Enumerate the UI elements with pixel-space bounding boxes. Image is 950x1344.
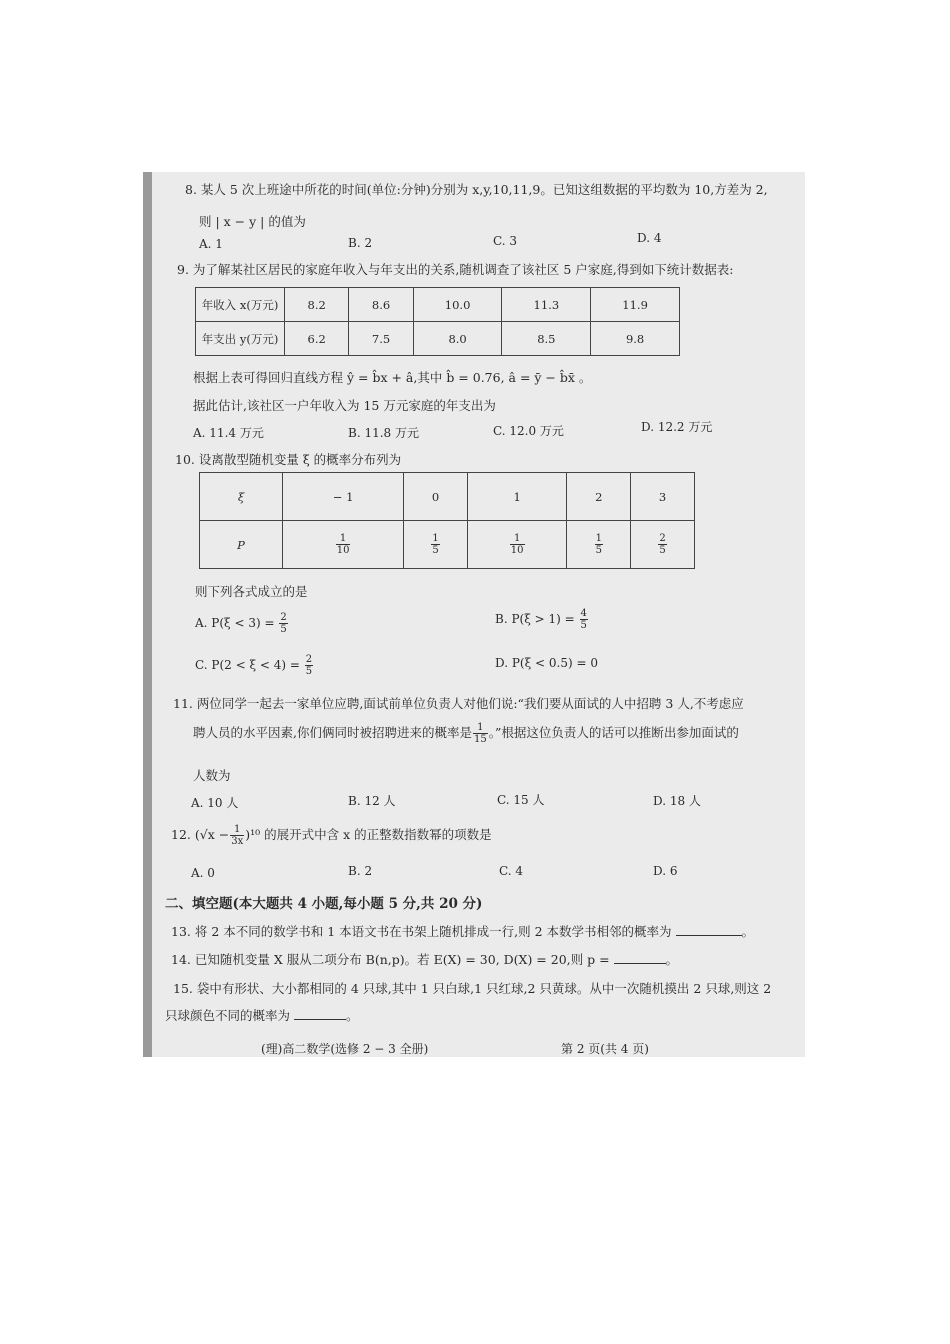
- q12-option-a: A. 0: [191, 866, 215, 880]
- q10-xi-cell: 0: [404, 473, 468, 521]
- q10-xi-cell: 2: [567, 473, 631, 521]
- q9-income-cell: 10.0: [413, 288, 502, 322]
- fraction-denominator: 3x: [231, 836, 244, 847]
- fraction: [305, 654, 313, 677]
- fraction: [595, 533, 603, 556]
- section-fill-blank-title: 二、填空题(本大题共 4 小题,每小题 5 分,共 20 分): [165, 896, 483, 912]
- q10-p-cell: [283, 521, 404, 569]
- q8-line2: 则 | x − y | 的值为: [199, 214, 306, 229]
- q15-end: 。: [346, 1008, 359, 1023]
- option-text: A. P(ξ < 3) =: [195, 616, 275, 630]
- fraction-denominator: 5: [280, 624, 287, 635]
- fraction-numerator: 1: [510, 533, 525, 545]
- q9-option-b: B. 11.8 万元: [348, 426, 419, 440]
- fraction-denominator: 5: [432, 545, 439, 556]
- q11-option-d: D. 18 人: [653, 794, 701, 808]
- fraction: [279, 612, 287, 635]
- q10-option-d: D. P(ξ < 0.5) = 0: [495, 656, 598, 670]
- fraction-numerator: 2: [305, 654, 313, 665]
- option-text: B. P(ξ > 1) =: [495, 612, 575, 626]
- q13-text: 13. 将 2 本不同的数学书和 1 本语文书在书架上随机排成一行,则 2 本数学书相邻的概率为: [171, 924, 672, 939]
- fraction-denominator: 15: [473, 734, 487, 745]
- fraction-numerator: 1: [473, 722, 488, 734]
- q9-estimate-line: 据此估计,该社区一户年收入为 15 万元家庭的年支出为: [193, 398, 496, 413]
- q9-income-label: 年收入 x(万元): [196, 288, 285, 322]
- q8-line1: 8. 某人 5 次上班途中所花的时间(单位:分钟)分别为 x,y,10,11,9。已知这组数据的平均数为 10,方差为 2,: [185, 182, 768, 197]
- q8-option-a: A. 1: [199, 237, 223, 251]
- q8-option-b: B. 2: [348, 236, 373, 250]
- q12-option-d: D. 6: [653, 864, 678, 878]
- q10-p-label: P: [200, 521, 283, 569]
- q9-income-cell: 8.2: [285, 288, 349, 322]
- q10-xi-cell: 1: [467, 473, 566, 521]
- fraction-numerator: 1: [230, 824, 244, 836]
- fraction-denominator: 5: [305, 666, 313, 677]
- fraction: [658, 533, 666, 556]
- q10-xi-cell: 3: [631, 473, 695, 521]
- fraction-denominator: 10: [510, 545, 524, 556]
- q8-option-c: C. 3: [493, 234, 518, 248]
- q11-option-b: B. 12 人: [348, 794, 396, 808]
- fraction-numerator: 2: [280, 612, 287, 623]
- q9-income-cell: 11.3: [502, 288, 591, 322]
- q13: [171, 922, 754, 940]
- footer-course: (理)高二数学(选修 2 − 3 全册): [261, 1042, 429, 1056]
- q9-data-table: [195, 287, 680, 356]
- fraction-numerator: 1: [336, 533, 351, 545]
- footer-page-number: 第 2 页(共 4 页): [561, 1042, 649, 1056]
- fraction: [580, 608, 588, 631]
- q11-line2-text: 聘人员的水平因素,你们俩同时被招聘进来的概率是: [193, 725, 472, 740]
- q10-distribution-table: [199, 472, 695, 569]
- q12-text: )¹⁰ 的展开式中含 x 的正整数指数幂的项数是: [245, 827, 492, 842]
- q9-expense-cell: 8.5: [502, 322, 591, 356]
- fraction-numerator: 1: [432, 533, 439, 544]
- q9-expense-cell: 6.2: [285, 322, 349, 356]
- q9-regression-line: 根据上表可得回归直线方程 ŷ = b̂x + â,其中 b̂ = 0.76, â = ȳ − b̂x̄ 。: [193, 370, 592, 385]
- option-text: C. P(2 < ξ < 4) =: [195, 658, 300, 672]
- q9-option-c: C. 12.0 万元: [493, 424, 564, 438]
- q12-stem: [171, 824, 492, 847]
- fraction: [473, 722, 488, 745]
- q11-line2: [193, 722, 739, 745]
- q14-text: 14. 已知随机变量 X 服从二项分布 B(n,p)。若 E(X) = 30, D(X) = 20,则 p =: [171, 952, 610, 967]
- q10-stem: 10. 设离散型随机变量 ξ 的概率分布列为: [175, 452, 402, 467]
- q9-expense-cell: 9.8: [591, 322, 680, 356]
- exam-page: [143, 172, 805, 1057]
- q12-text: 12. (√x −: [171, 827, 230, 842]
- q15-line2: [165, 1006, 359, 1024]
- answer-blank[interactable]: [294, 1019, 346, 1020]
- q9-option-a: A. 11.4 万元: [193, 426, 264, 440]
- answer-blank[interactable]: [614, 963, 666, 964]
- q9-stem: 9. 为了解某社区居民的家庭年收入与年支出的关系,随机调查了该社区 5 户家庭,得到如下统计数据表:: [177, 262, 734, 277]
- fraction-numerator: 4: [580, 608, 587, 619]
- fraction-denominator: 10: [336, 545, 350, 556]
- q9-option-d: D. 12.2 万元: [641, 420, 713, 434]
- q15-line1: 15. 袋中有形状、大小都相同的 4 只球,其中 1 只白球,1 只红球,2 只黄球。从中一次随机摸出 2 只球,则这 2: [173, 981, 772, 996]
- q11-line1: 11. 两位同学一起去一家单位应聘,面试前单位负责人对他们说:“我们要从面试的人中招聘 3 人,不考虑应: [173, 696, 744, 711]
- q10-ask: 则下列各式成立的是: [195, 584, 308, 599]
- q9-expense-cell: 8.0: [413, 322, 502, 356]
- fraction-denominator: 5: [580, 620, 587, 631]
- fraction: [230, 824, 244, 847]
- fraction-denominator: 5: [595, 545, 602, 556]
- q12-option-b: B. 2: [348, 864, 373, 878]
- q10-p-cell: [404, 521, 468, 569]
- q11-line2-text: 。”根据这位负责人的话可以推断出参加面试的: [488, 725, 739, 740]
- q11-option-c: C. 15 人: [497, 793, 545, 807]
- q9-expense-cell: 7.5: [349, 322, 413, 356]
- q13-end: 。: [741, 924, 755, 939]
- q9-expense-label: 年支出 y(万元): [196, 322, 285, 356]
- q8-option-d: D. 4: [637, 231, 662, 245]
- fraction-numerator: 2: [659, 533, 666, 544]
- q9-income-cell: 8.6: [349, 288, 413, 322]
- q10-option-c: [195, 654, 314, 677]
- q15-text: 只球颜色不同的概率为: [165, 1008, 291, 1023]
- q12-option-c: C. 4: [499, 864, 524, 878]
- q10-p-cell: [567, 521, 631, 569]
- fraction: [431, 533, 439, 556]
- q14-end: 。: [665, 952, 679, 967]
- q10-p-cell: [467, 521, 566, 569]
- fraction: [336, 533, 351, 556]
- fraction-numerator: 1: [595, 533, 602, 544]
- q10-xi-label: ξ: [200, 473, 283, 521]
- q9-income-cell: 11.9: [591, 288, 680, 322]
- q11-line3: 人数为: [193, 768, 231, 783]
- q10-option-a: [195, 612, 289, 635]
- answer-blank[interactable]: [676, 935, 742, 936]
- q14: [171, 950, 678, 968]
- q11-option-a: A. 10 人: [191, 796, 239, 810]
- fraction: [510, 533, 525, 556]
- fraction-denominator: 5: [659, 545, 666, 556]
- q10-xi-cell: − 1: [283, 473, 404, 521]
- q10-p-cell: [631, 521, 695, 569]
- q10-option-b: [495, 608, 589, 631]
